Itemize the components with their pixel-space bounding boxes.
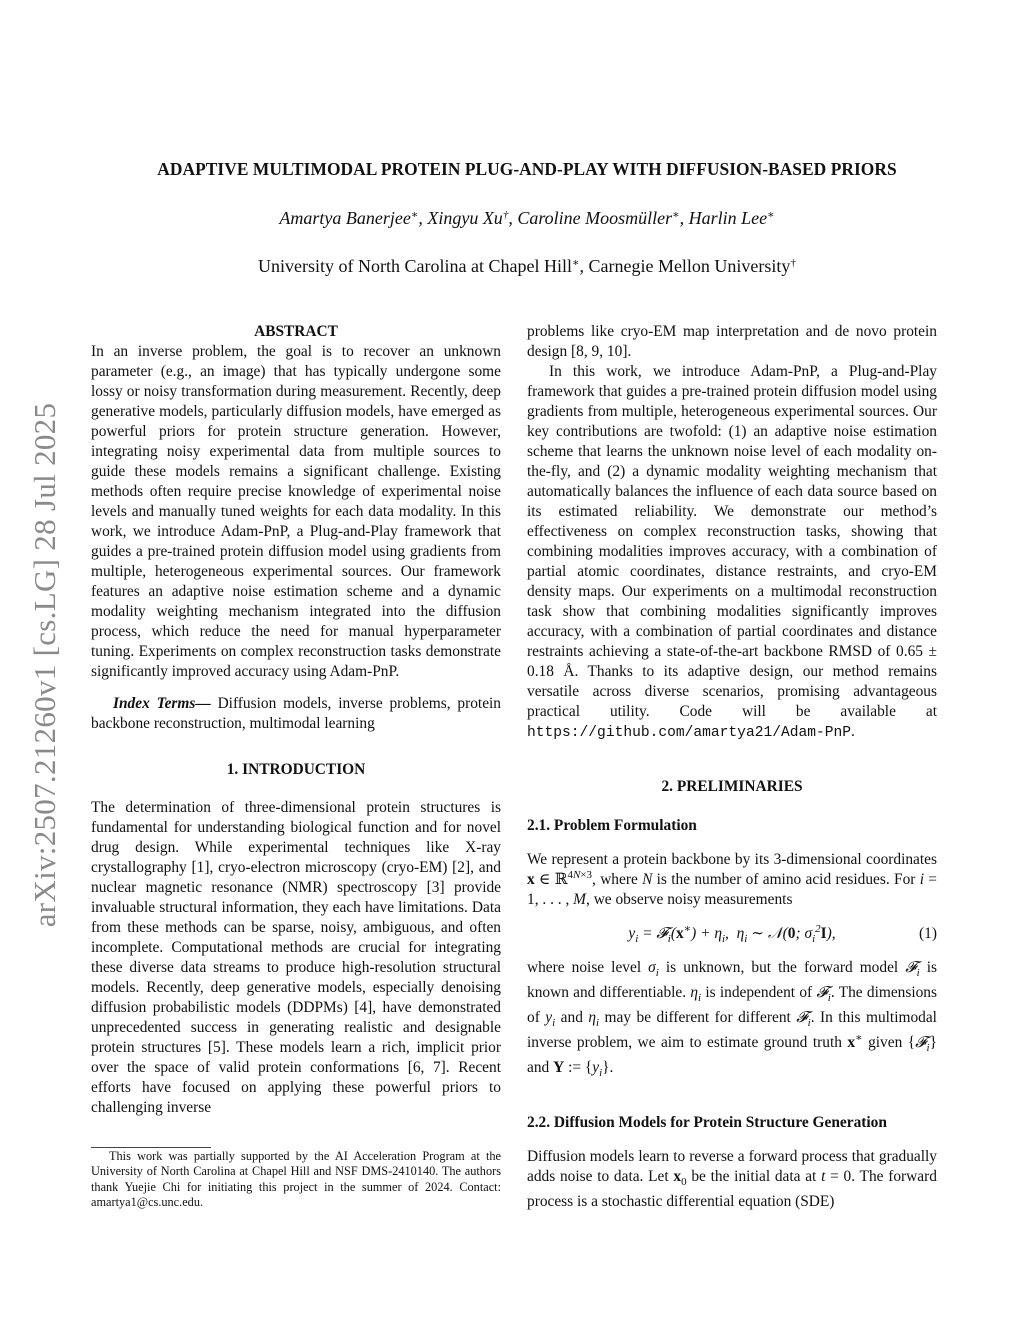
- index-terms: [91, 694, 501, 734]
- arxiv-identifier: arXiv:2507.21260v1 [cs.LG] 28 Jul 2025: [27, 402, 62, 928]
- footnote: This work was partially supported by the AI Acceleration Program at the University of North Carolina at Chapel Hill and NSF DMS-2410140. The authors thank Yuejie Chi for initiating this project in the summer of 2024. Contact: amartya1@cs.unc.edu.: [91, 1149, 501, 1210]
- text-run: be the initial data at: [691, 1168, 817, 1186]
- text-run: where noise level: [527, 959, 642, 976]
- author-name: Harlin Lee: [688, 208, 768, 228]
- author-name: Xingyu Xu: [427, 208, 503, 228]
- text-run: and: [560, 1009, 583, 1027]
- text-run: is the number of amino acid residues. For: [656, 871, 916, 888]
- author-list: Amartya Banerjee∗, Xingyu Xu†, Caroline Moosmüller∗, Harlin Lee∗: [279, 208, 775, 228]
- diffusion-models-heading: 2.2. Diffusion Models for Protein Structure Generation: [527, 1114, 887, 1132]
- text-run: , we observe noisy measurements: [586, 891, 793, 908]
- sentence-end: .: [851, 723, 855, 740]
- code-url-link[interactable]: https://github.com/amartya21/Adam-PnP: [527, 725, 852, 741]
- index-terms-text: Diffusion models, inverse problems, protein backbone reconstruction, multimodal learning: [91, 695, 501, 732]
- author-mark: ∗: [767, 209, 775, 221]
- affiliation-mark: ∗: [571, 257, 580, 269]
- text-run: . In this multimodal inverse problem, we aim to estimate ground truth: [527, 1009, 937, 1052]
- affiliation-name: Carnegie Mellon University: [588, 256, 791, 276]
- problem-formulation-heading: 2.1. Problem Formulation: [527, 817, 697, 834]
- introduction-paragraph-2-text: In this work, we introduce Adam-PnP, a Plug-and-Play framework that guides a pre-trained protein diffusion model using gradients from multiple, heterogeneous experimental sources. Our key contributions are twofold: (1) an adaptive noise estimation scheme that learns the unknown noise level of each modality on-the-fly, and (2) a dynamic modality weighting mechanism that automatically balances the influence of each data source based on its estimated reliability. We demonstrate our method’s effectiveness on complex reconstruction tasks, showing that combining modalities improves accuracy, with a combination of partial atomic coordinates, distance restraints, and cryo-EM density maps. Our experiments on a multimodal reconstruction task show that combining modalities significantly improves accuracy, with a combination of partial coordinates and distance restraints achieving a state-of-the-art backbone RMSD of 0.65 ± 0.18 Å. Thanks to its adaptive design, our method remains versatile across diverse scenarios, promising advantageous practical utility. Code will be available at: [527, 363, 937, 720]
- affiliation-list: University of North Carolina at Chapel Hill∗, Carnegie Mellon University†: [258, 256, 796, 276]
- affiliation-name: University of North Carolina at Chapel Hill: [258, 256, 572, 276]
- problem-formulation-paragraph-2: where noise level $\sigma_i$ is unknown, but the forward model 𝓕$_i$ is known and differentiable. $\eta_i$ is independent of 𝓕$_i$. The dimensions of $y_i$ and $\eta_i$ may be different for different 𝓕$_i$. In this multimodal inverse problem, we aim to estimate ground truth x∗ given {𝓕$_i$} and Y := $\{y_i\}$.: [527, 959, 937, 1080]
- abstract-heading: ABSTRACT: [254, 323, 338, 340]
- text-run: and: [527, 1059, 550, 1077]
- author-mark: †: [502, 209, 509, 221]
- introduction-heading: 1. INTRODUCTION: [226, 761, 366, 778]
- equation-number: (1): [919, 925, 937, 942]
- abstract-text: In an inverse problem, the goal is to recover an unknown parameter (e.g., an image) that has typically undergone some lossy or noisy transformation during measurement. Recently, deep generative models, particularly diffusion models, have emerged as powerful priors for protein structure generation. However, integrating noisy experimental data from multiple sources to guide these models remains a significant challenge. Existing methods often require precise knowledge of experimental noise levels and manually tuned weights for each data modality. In this work, we introduce Adam-PnP, a Plug-and-Play framework that guides a pre-trained protein diffusion model using gradients from multiple, heterogeneous experimental sources. Our framework features an adaptive noise estimation scheme and a dynamic modality weighting mechanism integrated into the diffusion process, which reduce the need for manual hyperparameter tuning. Experiments on complex reconstruction tasks demonstrate significantly improved accuracy using Adam-PnP.: [91, 343, 501, 680]
- text-run: given: [868, 1034, 903, 1052]
- equation-1: [527, 920, 937, 948]
- introduction-paragraph-1-continued: problems like cryo-EM map interpretation and de novo protein design [8, 9, 10].: [527, 323, 937, 360]
- introduction-paragraph-2: [527, 362, 937, 743]
- equation-body: $y_i$ = 𝓕$_i$(x∗) + $\eta_i$, $\eta_i$ ∼ 𝒩(0; $\sigma_i^2I$),: [628, 923, 836, 946]
- problem-formulation-paragraph-1: We represent a protein backbone by its 3-dimensional coordinates x ∈ ℝ$^{4N\times 3}$, where N is the number of amino acid residues. For i = 1, . . . , M, we observe noisy measurements: [527, 851, 937, 908]
- text-run: is known and differentiable.: [527, 959, 937, 1002]
- text-run: may be different for different: [604, 1009, 791, 1027]
- text-run: Diffusion models learn to reverse a forward process that gradually adds noise to data. Let: [527, 1148, 937, 1186]
- author-name: Caroline Moosmüller: [517, 208, 673, 228]
- text-run: The forward process is a stochastic differential equation (SDE): [527, 1168, 937, 1211]
- preliminaries-heading: 2. PRELIMINARIES: [661, 778, 803, 795]
- introduction-paragraph-1: The determination of three-dimensional protein structures is fundamental for understanding biological function and for novel drug design. While experimental techniques like X-ray crystallography [1], cryo-electron microscopy (cryo-EM) [2], and nuclear magnetic resonance (NMR) spectroscopy [3] provide invaluable structural information, they each have limitations. Data from these methods can be sparse, noisy, ambiguous, and often incomplete. Computational methods are crucial for integrating these diverse data streams to produce high-resolution structural models. Recently, deep generative models, especially denoising diffusion probabilistic models (DDPMs) [4], have demonstrated unprecedented success in generating realistic and designable protein structures [5]. These models learn a rich, implicit prior over the space of valid protein conformations [6, 7]. Recent efforts have focused on applying these powerful priors to challenging inverse: [91, 799, 501, 1116]
- text-run: , where: [592, 871, 638, 888]
- author-mark: ∗: [672, 209, 680, 221]
- right-column: [527, 322, 937, 1212]
- left-column: [91, 322, 501, 1118]
- footnote-rule: [91, 1147, 211, 1148]
- text-run: is independent of: [705, 984, 813, 1002]
- diffusion-models-paragraph-1: Diffusion models learn to reverse a forward process that gradually adds noise to data. Let $x_0$ be the initial data at t = 0. The forward process is a stochastic differential equation (SDE): [527, 1148, 937, 1211]
- author-mark: ∗: [410, 209, 419, 221]
- text-run: is unknown, but the forward model: [665, 959, 899, 976]
- author-name: Amartya Banerjee: [279, 208, 411, 228]
- paper-title: ADAPTIVE MULTIMODAL PROTEIN PLUG-AND-PLAY WITH DIFFUSION-BASED PRIORS: [157, 159, 897, 179]
- text-run: . The dimensions of: [527, 984, 937, 1027]
- text-run: We represent a protein backbone by its 3-dimensional coordinates: [527, 851, 937, 868]
- affiliation-mark: †: [790, 257, 796, 269]
- index-terms-label: Index Terms—: [113, 695, 211, 712]
